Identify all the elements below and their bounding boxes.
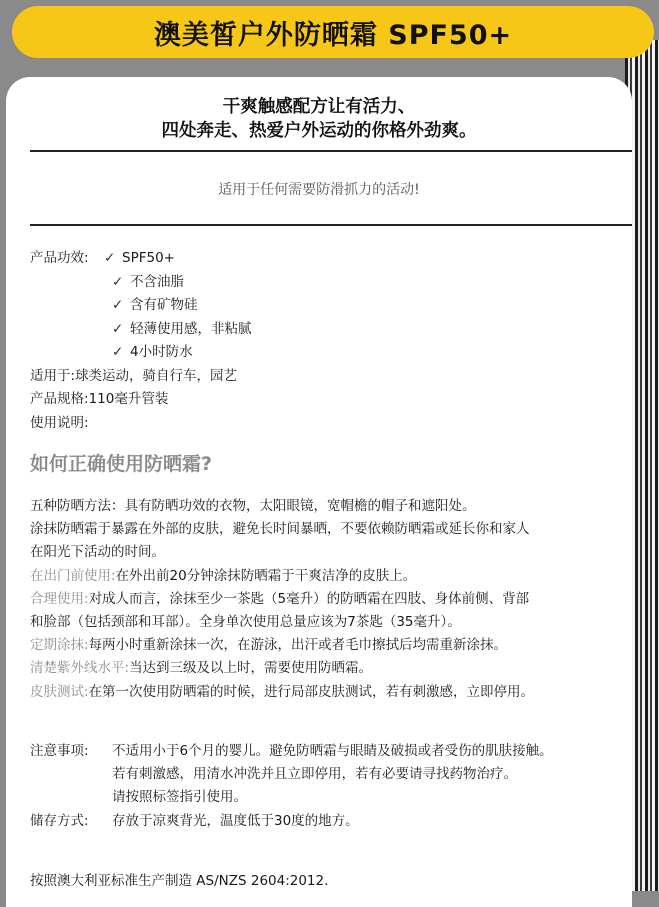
paragraph: 在阳光下活动的时间。: [30, 544, 165, 561]
paragraph-text: 对成人而言，涂抹至少一茶匙（5毫升）的防晒霜在四肢、身体前侧、背部: [88, 590, 530, 607]
function-label: 产品功效:: [30, 250, 89, 266]
paragraph-text: 当达到三级及以上时，需要使用防晒霜。: [129, 660, 373, 677]
divider-top: [30, 150, 632, 152]
feature-item: SPF50+: [122, 250, 175, 266]
feature-item: 4小时防水: [130, 344, 193, 360]
paragraph: 涂抹防晒霜于暴露在外部的皮肤，避免长时间暴晒，不要依赖防晒霜或延长你和家人: [30, 521, 530, 538]
tagline-line-2: 四处奔走、热爱户外运动的你格外劲爽。: [161, 121, 477, 141]
paragraph-label: 定期涂抹:: [30, 637, 89, 654]
storage-value: 存放于凉爽背光，温度低于30度的地方。: [112, 812, 359, 829]
caution-row: [30, 740, 630, 763]
size-value: 110毫升管装: [88, 391, 169, 407]
suitable-label: 适用于:: [30, 367, 76, 384]
size-row: [30, 388, 252, 412]
standard-footer: 按照澳大利亚标准生产制造 AS/NZS 2604:2012.: [30, 873, 329, 889]
suitable-row: [30, 365, 252, 389]
size-label: 产品规格:: [30, 391, 89, 407]
caution-label: 注意事项:: [30, 743, 89, 759]
feature-item: 含有矿物硅: [130, 297, 198, 313]
tagline: [6, 95, 632, 143]
product-title-banner: [12, 6, 654, 58]
paragraph-label: 皮肤测试:: [30, 683, 89, 700]
paragraph-text: 在第一次使用防晒霜的时候，进行局部皮肤测试，若有刺激感，立即停用。: [88, 683, 535, 700]
paragraph-text: 每两小时重新涂抹一次，在游泳，出汗或者毛巾擦拭后均需重新涂抹。: [88, 637, 508, 654]
paragraph: 五种防晒方法：具有防晒功效的衣物，太阳眼镜，宽帽檐的帽子和遮阳处。: [30, 498, 476, 514]
feature-item: 轻薄使用感，非粘腻: [130, 320, 252, 337]
info-card: [6, 77, 632, 907]
caution-text: 请按照标签指引使用。: [112, 789, 247, 806]
product-specs: [30, 247, 252, 435]
feature-row: [30, 247, 252, 271]
check-icon: ✓: [112, 297, 124, 313]
product-title: 澳美皙户外防晒霜 SPF50+: [153, 19, 513, 51]
check-icon: ✓: [104, 250, 116, 266]
feature-row: [30, 271, 252, 295]
storage-row: [30, 810, 630, 833]
paragraph: [30, 657, 630, 680]
paragraph-text: 在外出前20分钟涂抹防晒霜于干爽洁净的皮肤上。: [115, 567, 417, 584]
storage-label: 储存方式:: [30, 812, 89, 829]
caution-row: [30, 763, 630, 786]
paragraph-label: 合理使用:: [30, 590, 89, 607]
paragraph: [30, 681, 630, 704]
caution-row: [30, 786, 630, 809]
paragraph: 和脸部（包括颈部和耳部）。全身单次使用总量应该为7茶匙（35毫升）。: [30, 614, 461, 631]
paragraph: [30, 565, 630, 588]
notes-section: [30, 740, 630, 833]
usage-subtagline: 适用于任何需要防滑抓力的活动!: [218, 182, 420, 198]
paragraph: [30, 588, 630, 611]
check-icon: ✓: [112, 320, 124, 337]
check-icon: ✓: [112, 344, 124, 360]
feature-item: 不含油脂: [130, 273, 184, 290]
suitable-value: 球类运动，骑自行车，园艺: [75, 367, 238, 384]
check-icon: ✓: [112, 273, 124, 290]
caution-text: 若有刺激感，用清水冲洗并且立即停用，若有必要请寻找药物治疗。: [112, 766, 517, 783]
usage-row: [30, 412, 252, 436]
caution-text: 不适用小于6个月的婴儿。避免防晒霜与眼睛及破损或者受伤的肌肤接触。: [112, 743, 553, 759]
feature-row: [30, 294, 252, 318]
howto-body: [30, 495, 630, 704]
paragraph-label: 清楚紫外线水平:: [30, 660, 130, 677]
paragraph: [30, 634, 630, 657]
howto-heading: 如何正确使用防晒霜?: [30, 453, 213, 475]
tagline-line-1: 干爽触感配方让有活力、: [222, 97, 416, 117]
feature-row: [30, 341, 252, 365]
usage-label: 使用说明:: [30, 414, 89, 431]
paragraph-label: 在出门前使用:: [30, 567, 116, 584]
feature-row: [30, 318, 252, 342]
divider-bottom: [30, 224, 632, 226]
